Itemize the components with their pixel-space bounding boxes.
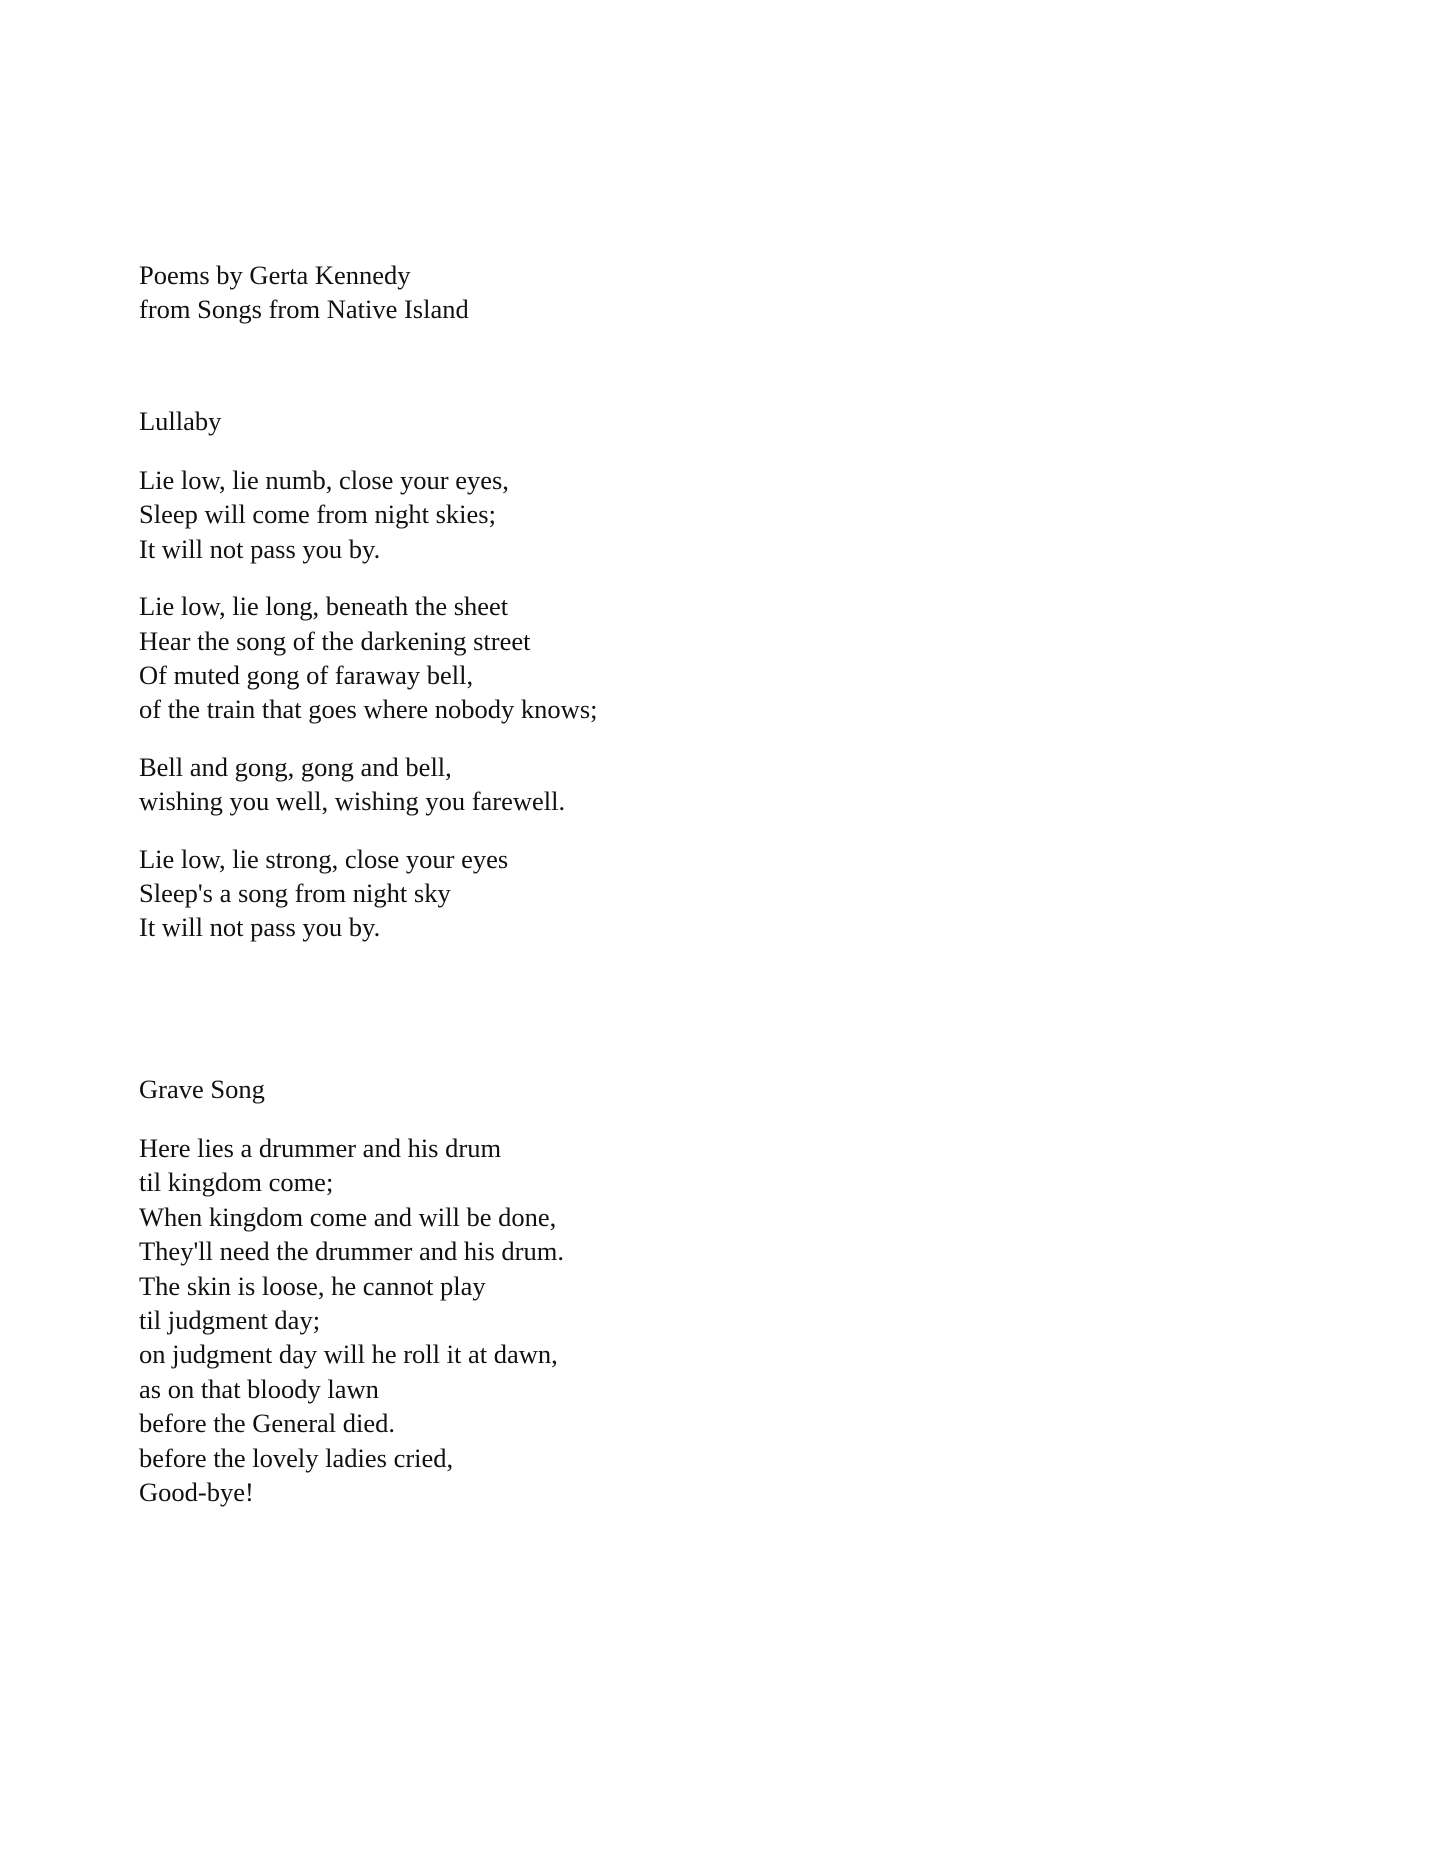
verse-line: Hear the song of the darkening street <box>139 625 531 656</box>
stanza <box>139 842 1239 945</box>
verse-line: Sleep will come from night skies; <box>139 499 496 530</box>
document-body <box>139 258 1239 1509</box>
header-source-line: from Songs from Native Island <box>139 294 469 324</box>
verse-line: Of muted gong of faraway bell, <box>139 660 474 691</box>
stanza <box>139 1131 1239 1509</box>
spacer-after-lullaby-title <box>139 438 1239 463</box>
stanza <box>139 750 1239 819</box>
spacer-between-stanzas <box>139 566 1239 589</box>
poem-title-grave-song: Grave Song <box>139 1073 265 1104</box>
verse-line: When kingdom come and will be done, <box>139 1201 557 1232</box>
spacer-between-stanzas <box>139 727 1239 750</box>
verse-line: til judgment day; <box>139 1304 321 1335</box>
header-author-line: Poems by Gerta Kennedy <box>139 260 411 290</box>
poem-grave-song <box>139 1072 1239 1509</box>
verse-line: It will not pass you by. <box>139 912 381 943</box>
document-header <box>139 258 1239 326</box>
spacer-between-stanzas <box>139 819 1239 842</box>
spacer-between-poems <box>139 945 1239 1072</box>
verse-line: before the lovely ladies cried, <box>139 1442 454 1473</box>
spacer-after-grave-song-title <box>139 1106 1239 1131</box>
stanza <box>139 463 1239 566</box>
verse-line: on judgment day will he roll it at dawn, <box>139 1339 558 1370</box>
verse-line: Bell and gong, gong and bell, <box>139 751 452 782</box>
verse-line: Here lies a drummer and his drum <box>139 1132 502 1163</box>
spacer-after-header <box>139 326 1239 404</box>
poem-title-lullaby: Lullaby <box>139 406 222 436</box>
stanza <box>139 589 1239 727</box>
verse-line: Lie low, lie long, beneath the sheet <box>139 591 509 622</box>
poem-lullaby <box>139 404 1239 945</box>
verse-line: before the General died. <box>139 1408 396 1439</box>
verse-line: as on that bloody lawn <box>139 1373 379 1404</box>
verse-line: til kingdom come; <box>139 1167 334 1198</box>
verse-line: Good-bye! <box>139 1476 254 1507</box>
verse-line: It will not pass you by. <box>139 533 381 564</box>
verse-line: The skin is loose, he cannot play <box>139 1270 486 1301</box>
verse-line: They'll need the drummer and his drum. <box>139 1236 564 1267</box>
verse-line: Lie low, lie numb, close your eyes, <box>139 465 509 495</box>
verse-line: wishing you well, wishing you farewell. <box>139 786 566 817</box>
verse-line: of the train that goes where nobody knows; <box>139 694 598 725</box>
verse-line: Sleep's a song from night sky <box>139 878 451 909</box>
verse-line: Lie low, lie strong, close your eyes <box>139 843 509 874</box>
